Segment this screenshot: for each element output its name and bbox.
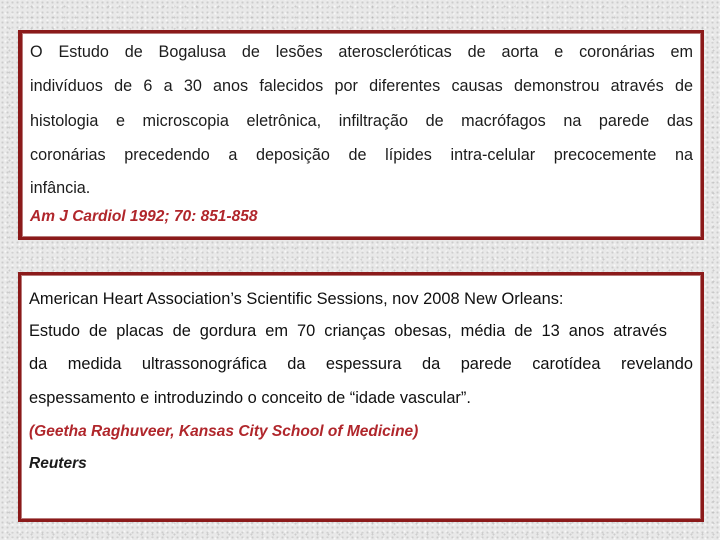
paragraph-line: Estudo de placas de gordura em 70 crianças obesas, média de 13 anos através xyxy=(29,322,667,340)
paragraph-line: espessamento e introduzindo o conceito de “idade vascular”. xyxy=(29,389,471,407)
paragraph-line: coronárias precedendo a deposição de lípides intra-celular precocemente na xyxy=(30,146,693,164)
source-label: Reuters xyxy=(29,455,87,472)
paragraph-line: infância. xyxy=(30,179,91,197)
citation: (Geetha Raghuveer, Kansas City School of Medicine) xyxy=(29,423,419,440)
paragraph-line: O Estudo de Bogalusa de lesões ateroscleróticas de aorta e coronárias em xyxy=(30,43,693,61)
aha-sessions-box xyxy=(18,272,704,522)
paragraph-line: histologia e microscopia eletrônica, infiltração de macrófagos na parede das xyxy=(30,112,693,130)
citation: Am J Cardiol 1992; 70: 851-858 xyxy=(30,208,258,225)
paragraph-line: American Heart Association’s Scientific Sessions, nov 2008 New Orleans: xyxy=(29,290,564,308)
paragraph-line: indivíduos de 6 a 30 anos falecidos por diferentes causas demonstrou através de xyxy=(30,77,693,95)
bogalusa-study-box xyxy=(18,30,704,240)
paragraph-line: da medida ultrassonográfica da espessura da parede carotídea revelando xyxy=(29,355,693,373)
